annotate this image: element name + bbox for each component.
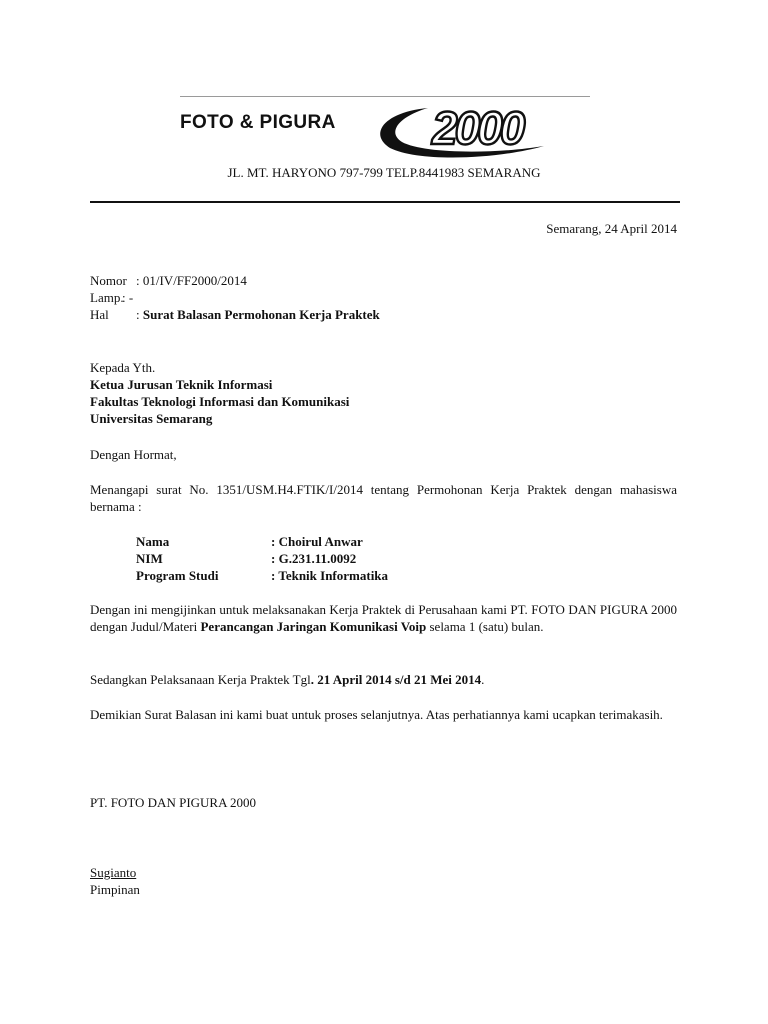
permission-text-before: Dengan ini mengijinkan untuk melaksanakan Kerja Praktek di Perusahaan kami PT. FOTO DAN PIGURA 2000 dengan Judul/Materi [90,602,677,634]
nama-value: : Choirul Anwar [271,534,363,549]
meta-hal [90,306,380,323]
project-title: Perancangan Jaringan Komunikasi Voip [200,619,427,634]
hal-value: Surat Balasan Permohonan Kerja Praktek [142,307,380,322]
company-name: PT. FOTO DAN PIGURA 2000 [90,795,257,810]
letterhead-address: JL. MT. HARYONO 797-799 TELP.8441983 SEMARANG [227,165,541,180]
recipient-line-1: Ketua Jurusan Teknik Informasi [90,377,273,392]
hal-label: Hal [90,307,109,322]
letterhead-brand: FOTO & PIGURA [180,112,336,133]
lamp-label: Lamp. [90,290,124,305]
letterhead-top-rule [180,96,590,97]
signer-name: Sugianto [90,865,137,880]
signer-block [90,864,140,898]
paragraph-closing: Demikian Surat Balasan ini kami buat untuk proses selanjutnya. Atas perhatiannya kami ucapkan terimakasih. [90,707,663,722]
student-nama-row [136,533,388,550]
nim-value: : G.231.11.0092 [271,551,357,566]
recipient-salutation: Kepada Yth. [90,360,156,375]
paragraph-period [90,671,677,688]
signer-position: Pimpinan [90,882,140,897]
paragraph-permission [90,601,677,635]
meta-lamp [90,289,380,306]
nomor-label: Nomor [90,273,127,288]
greeting: Dengan Hormat, [90,447,177,462]
recipient-line-3: Universitas Semarang [90,411,213,426]
letter-date: Semarang, 24 April 2014 [546,221,677,236]
student-nim-row [136,550,388,567]
letter-meta [90,272,380,323]
nim-label: NIM [136,551,163,566]
period-dates: . 21 April 2014 s/d 21 Mei 2014 [310,672,482,687]
paragraph-intro: Menangapi surat No. 1351/USM.H4.FTIK/I/2014 tentang Permohonan Kerja Praktek dengan mahasiswa bernama : [90,482,677,514]
letterhead-bottom-rule [90,201,680,203]
meta-nomor [90,272,380,289]
permission-text-after: selama 1 (satu) bulan. [426,619,544,634]
nomor-value: : 01/IV/FF2000/2014 [136,273,247,288]
logo-number: 2000 [432,102,523,154]
student-info [136,533,388,584]
nama-label: Nama [136,534,170,549]
hal-colon: : [136,307,140,322]
prodi-value: : Teknik Informatika [271,568,389,583]
student-prodi-row [136,567,388,584]
period-text-after: . [481,672,485,687]
prodi-label: Program Studi [136,568,219,583]
company-logo [366,100,596,162]
lamp-value: : - [122,290,134,305]
recipient-block [90,359,349,427]
period-text-before: Sedangkan Pelaksanaan Kerja Praktek Tgl [90,672,311,687]
recipient-line-2: Fakultas Teknologi Informasi dan Komunikasi [90,394,350,409]
